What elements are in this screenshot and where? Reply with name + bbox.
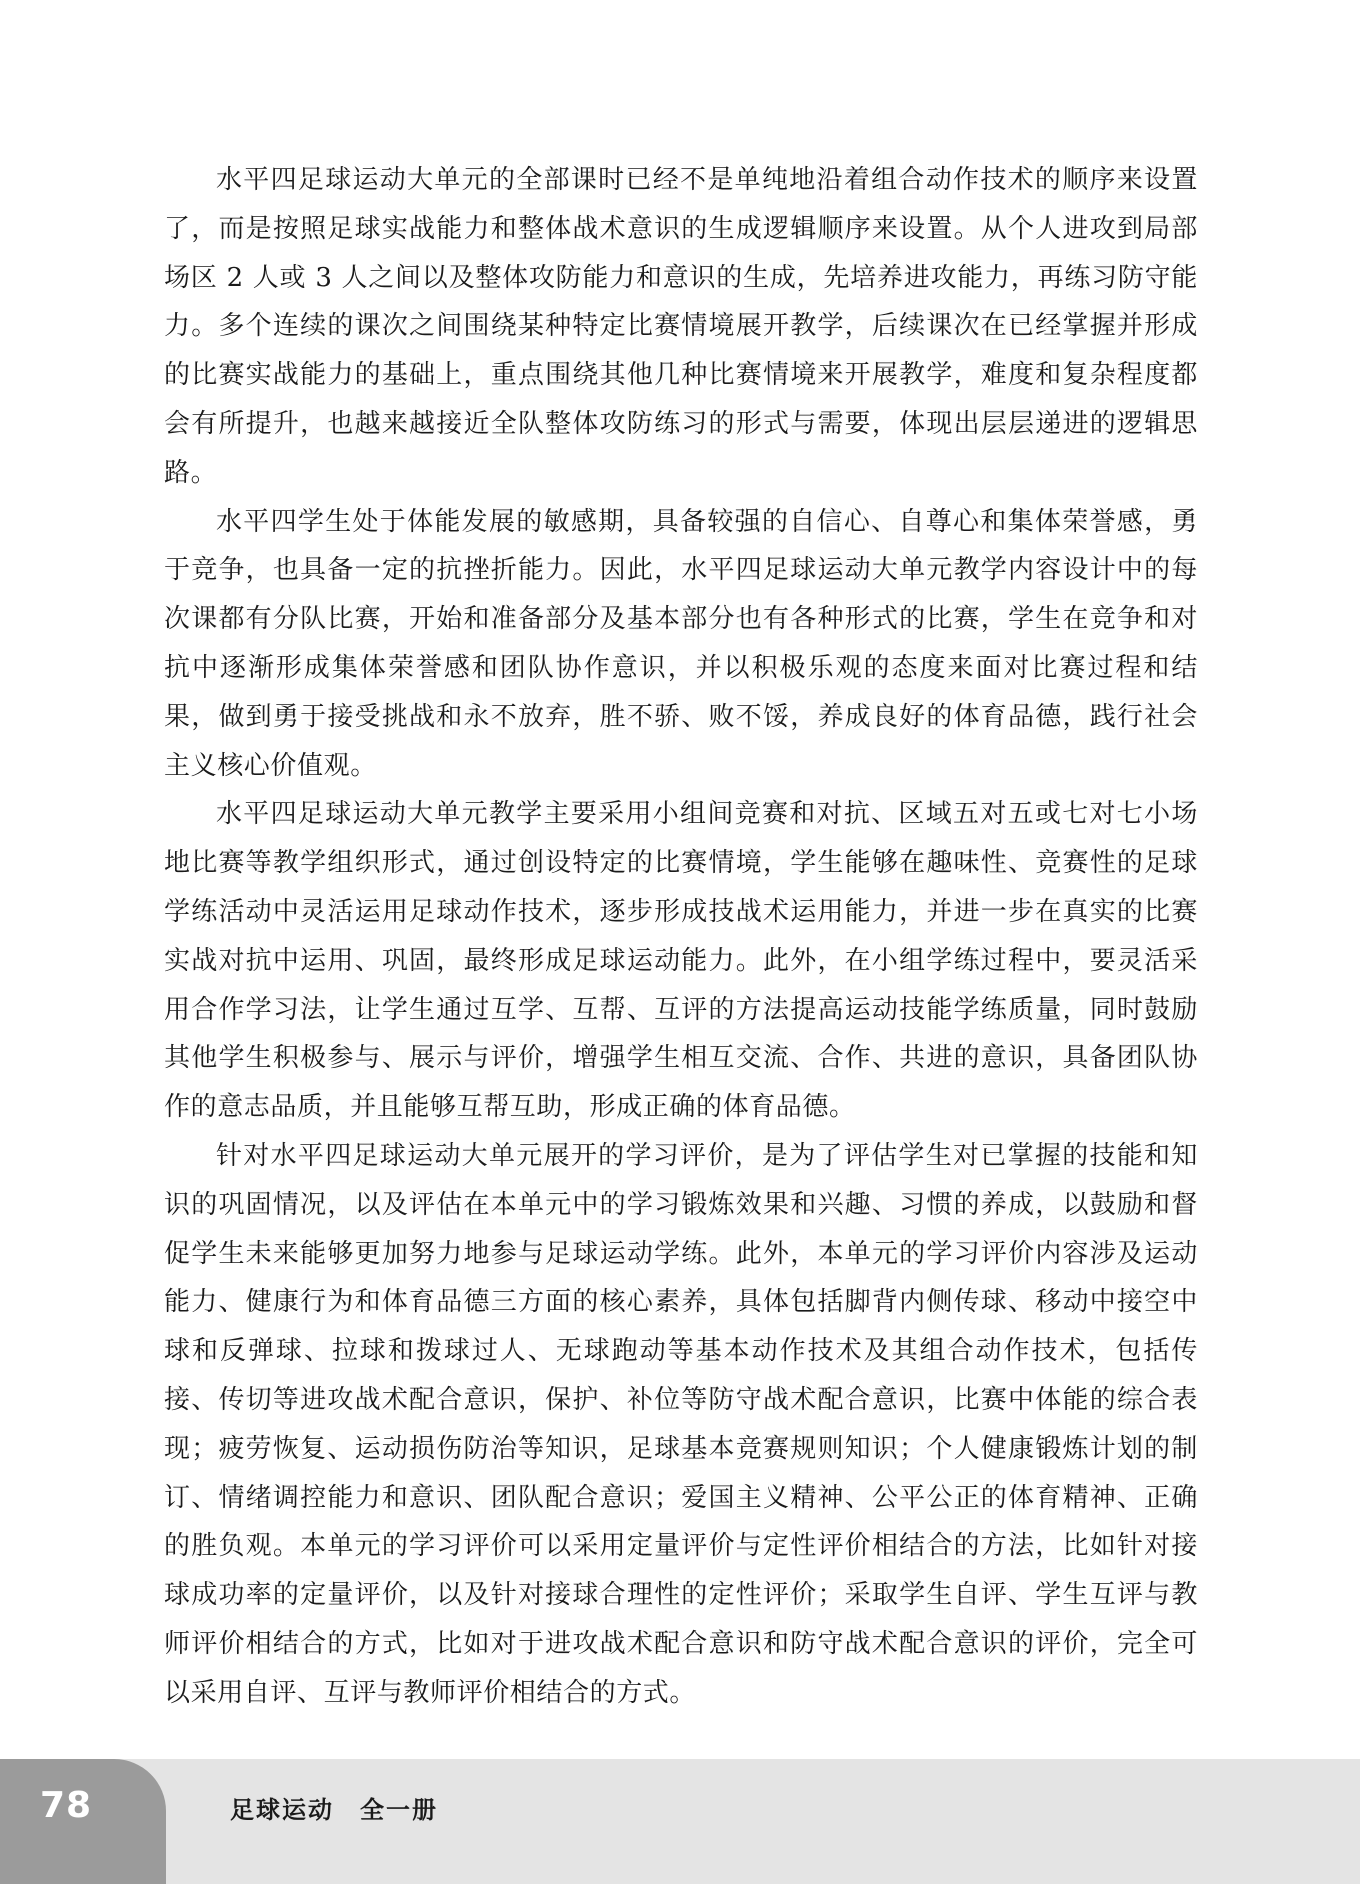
paragraph-2: 水平四学生处于体能发展的敏感期，具备较强的自信心、自尊心和集体荣誉感，勇于竞争，也具备一定的抗挫折能力。因此，水平四足球运动大单元教学内容设计中的每次课都有分队比赛，开始和准备部分及基本部分也有各种形式的比赛，学生在竞争和对抗中逐渐形成集体荣誉感和团队协作意识，并以积极乐观的态度来面对比赛过程和结果，做到勇于接受挑战和永不放弃，胜不骄、败不馁，养成良好的体育品德，践行社会主义核心价值观。: [164, 506, 1198, 781]
body-text: [164, 156, 1198, 1718]
paragraph-3: 水平四足球运动大单元教学主要采用小组间竞赛和对抗、区域五对五或七对七小场地比赛等教学组织形式，通过创设特定的比赛情境，学生能够在趣味性、竞赛性的足球学练活动中灵活运用足球动作技术，逐步形成技战术运用能力，并进一步在真实的比赛实战对抗中运用、巩固，最终形成足球运动能力。此外，在小组学练过程中，要灵活采用合作学习法，让学生通过互学、互帮、互评的方法提高运动技能学练质量，同时鼓励其他学生积极参与、展示与评价，增强学生相互交流、合作、共进的意识，具备团队协作的意志品质，并且能够互帮互助，形成正确的体育品德。: [164, 799, 1198, 1123]
page-number: 78: [40, 1785, 93, 1826]
book-title: 足球运动 全一册: [230, 1796, 438, 1824]
page-number-tab: [0, 1759, 166, 1884]
paragraph-4: 针对水平四足球运动大单元展开的学习评价，是为了评估学生对已掌握的技能和知识的巩固情况，以及评估在本单元中的学习锻炼效果和兴趣、习惯的养成，以鼓励和督促学生未来能够更加努力地参与足球运动学练。此外，本单元的学习评价内容涉及运动能力、健康行为和体育品德三方面的核心素养，具体包括脚背内侧传球、移动中接空中球和反弹球、拉球和拨球过人、无球跑动等基本动作技术及其组合动作技术，包括传接、传切等进攻战术配合意识，保护、补位等防守战术配合意识，比赛中体能的综合表现；疲劳恢复、运动损伤防治等知识，足球基本竞赛规则知识；个人健康锻炼计划的制订、情绪调控能力和意识、团队配合意识；爱国主义精神、公平公正的体育精神、正确的胜负观。本单元的学习评价可以采用定量评价与定性评价相结合的方法，比如针对接球成功率的定量评价，以及针对接球合理性的定性评价；采取学生自评、学生互评与教师评价相结合的方式，比如对于进攻战术配合意识和防守战术配合意识的评价，完全可以采用自评、互评与教师评价相结合的方式。: [164, 1140, 1198, 1708]
footer-band: [0, 1759, 1360, 1884]
paragraph-1: 水平四足球运动大单元的全部课时已经不是单纯地沿着组合动作技术的顺序来设置了，而是按照足球实战能力和整体战术意识的生成逻辑顺序来设置。从个人进攻到局部场区 2 人或 3 人之间以及整体攻防能力和意识的生成，先培养进攻能力，再练习防守能力。多个连续的课次之间围绕某种特定比赛情境展开教学，后续课次在已经掌握并形成的比赛实战能力的基础上，重点围绕其他几种比赛情境来开展教学，难度和复杂程度都会有所提升，也越来越接近全队整体攻防练习的形式与需要，体现出层层递进的逻辑思路。: [164, 165, 1198, 488]
